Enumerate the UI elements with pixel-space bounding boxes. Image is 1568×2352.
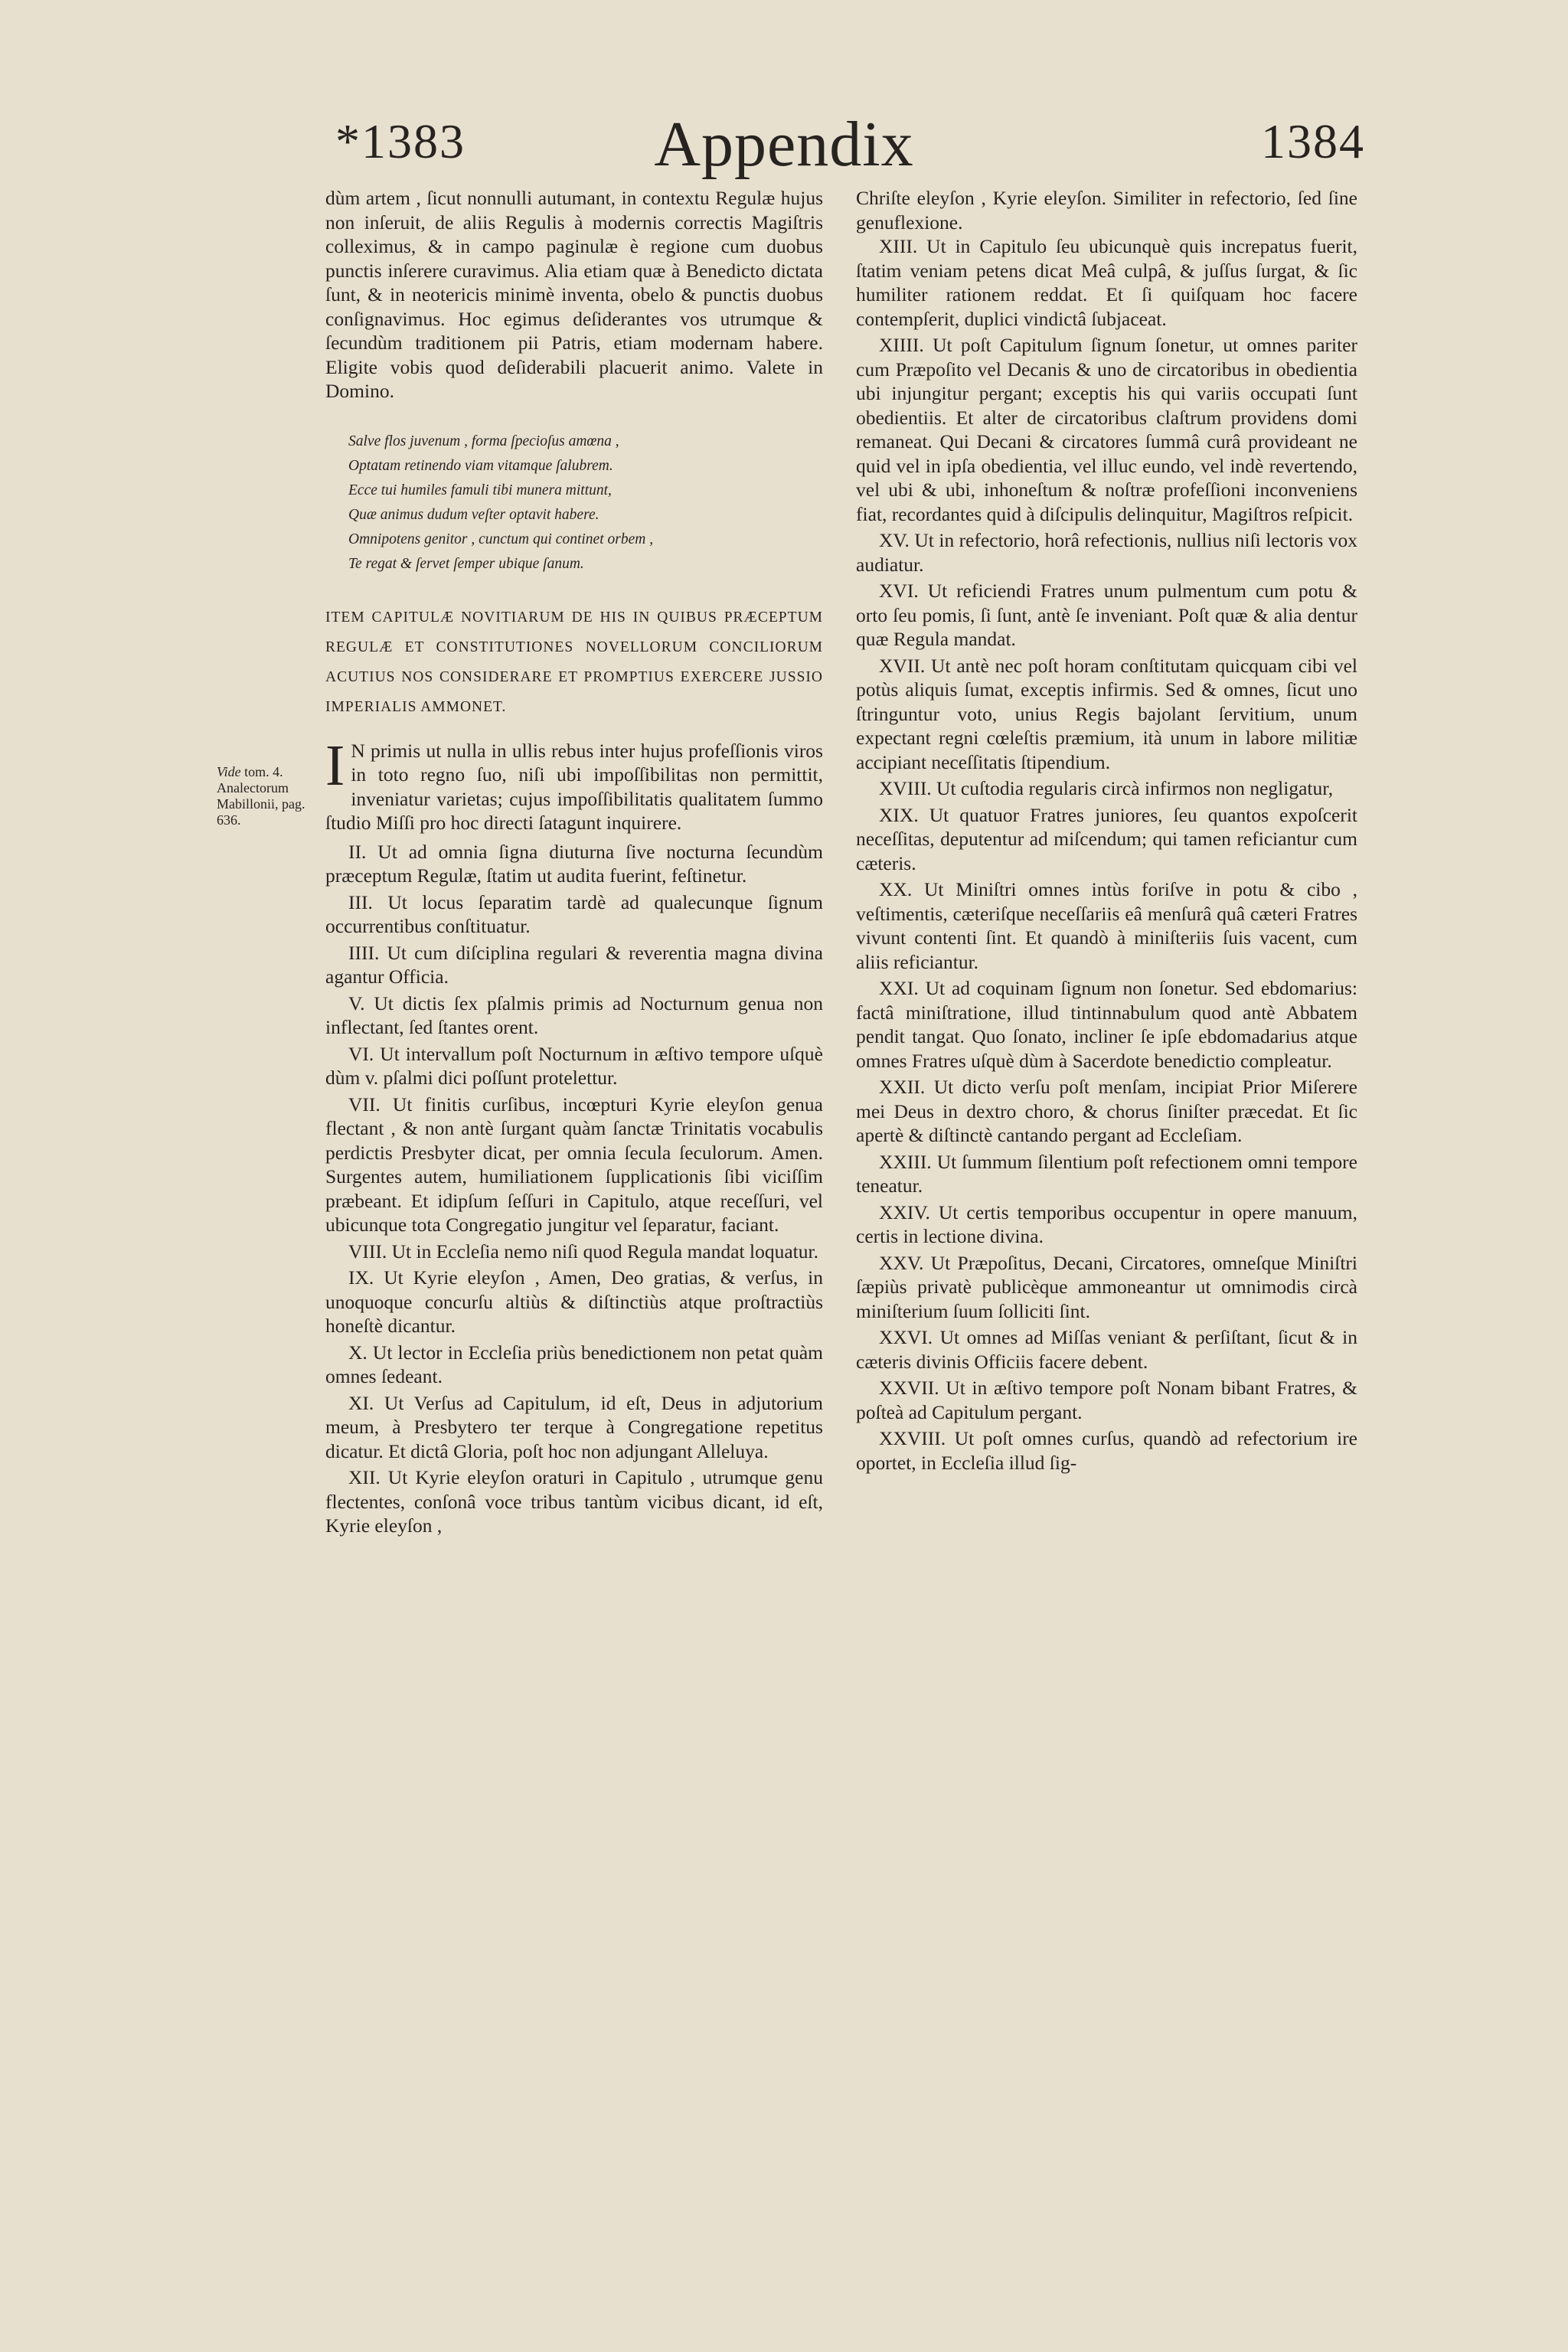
- dedication-poem: [348, 430, 823, 577]
- entry: XXIV. Ut certis temporibus occupentur in opere manuum, certis in lectione divina.: [856, 1200, 1357, 1247]
- poem-line: Ecce tui humiles famuli tibi munera mittunt,: [348, 482, 612, 498]
- entry: XXIII. Ut ſummum ſilentium poſt refectionem omni tempore teneatur.: [856, 1150, 1357, 1197]
- entry: XVII. Ut antè nec poſt horam conſtitutam quicquam cibi vel potùs aliquis ſumat, exceptis infirmis. Sed & omnes, ſicut uno ſtringuntur voto, unius Regis bajolant ſervitium, unum expectant regni cœleſtis præmium, ità unum in labore militiæ accipiant neceſſitatis ſtipendium.: [856, 654, 1357, 773]
- entry: III. Ut locus ſeparatim tardè ad qualecunque ſignum occurrentibus conſtituatur.: [325, 890, 823, 937]
- section-heading: ITEM CAPITULÆ NOVITIARUM DE HIS IN QUIBUS PRÆCEPTUM REGULÆ ET CONSTITUTIONES NOVELLORUM CONCILIORUM ACUTIUS NOS CONSIDERARE ET PROMPTIUS EXERCERE JUSSIO IMPERIALIS AMMONET.: [325, 609, 823, 715]
- drop-cap: I: [325, 733, 345, 798]
- right-page-number: 1384: [1261, 114, 1365, 168]
- entry: V. Ut dictis ſex pſalmis primis ad Nocturnum genua non inflectant, ſed ſtantes orent.: [325, 991, 823, 1038]
- entry: XI. Ut Verſus ad Capitulum, id eſt, Deus in adjutorium meum, à Presbytero ter terque à Congregatione repetitus dicatur. Et dictâ Gloria, poſt hoc non adjungant Alleluya.: [325, 1391, 823, 1462]
- poem-line: Omnipotens genitor , cunctum qui continet orbem ,: [348, 531, 654, 547]
- right-intro-paragraph: Chriſte eleyſon , Kyrie eleyſon. Similiter in refectorio, ſed ſine genuflexione.: [856, 187, 1357, 234]
- poem-line: Quæ animus dudum veſter optavit habere.: [348, 506, 599, 523]
- entry-1: [325, 733, 823, 835]
- entry: XXV. Ut Præpoſitus, Decani, Circatores, omneſque Miniſtri ſæpiùs privatè publicèque ammoneantur ut omnimodis circà miniſterium ſuum ſolliciti ſint.: [856, 1251, 1357, 1322]
- poem-line: Optatam retinendo viam vitamque ſalubrem.: [348, 457, 613, 474]
- left-intro-paragraph: dùm artem , ſicut nonnulli autumant, in contextu Regulæ hujus non inſeruit, de aliis Regulis à modernis correctis Magiſtris colleximus, & in campo paginulæ è regione cum duobus punctis inſerere curavimus. Alia etiam quæ à Benedicto dictata ſunt, & in neotericis minimè inventa, obelo & punctis duobus conſignavimus. Hoc egimus deſiderantes vos utrumque & ſecundùm traditionem pii Patris, etiam modernam habere. Eligite vobis quod deſiderabili placuerit animo. Valete in Domino.: [325, 187, 823, 402]
- entry: XV. Ut in refectorio, horâ refectionis, nullius niſi lectoris vox audiatur.: [856, 529, 1357, 576]
- entry: XIII. Ut in Capitulo ſeu ubicunquè quis increpatus fuerit, ſtatim veniam petens dicat Meâ culpâ, & juſſus ſurgat, & ſic humiliter rationem reddat. Et ſi quiſquam hoc facere contempſerit, duplici vindictâ ſubjaceat.: [856, 235, 1357, 330]
- entry: XX. Ut Miniſtri omnes intùs foriſve in potu & cibo , veſtimentis, cæteriſque neceſſariis eâ menſurâ quâ cæteri Fratres vivunt contenti ſint. Et quandò à miniſteriis ſuis vacent, cum aliis reficiantur.: [856, 878, 1357, 973]
- entry: XXVI. Ut omnes ad Miſſas veniant & perſiſtant, ſicut & in cæteris divinis Officiis facere debent.: [856, 1326, 1357, 1373]
- entry: VIII. Ut in Eccleſia nemo niſi quod Regula mandat loquatur.: [348, 1240, 818, 1263]
- right-column: [856, 186, 1357, 1477]
- entry: XXVIII. Ut poſt omnes curſus, quandò ad refectorium ire oportet, in Eccleſia illud ſig-: [856, 1427, 1357, 1474]
- entry: II. Ut ad omnia ſigna diuturna ſive nocturna ſecundùm præceptum Regulæ, ſtatim ut audita fuerint, feſtinetur.: [325, 840, 823, 887]
- entry: XVI. Ut reficiendi Fratres unum pulmentum cum potu & orto ſeu pomis, ſi ſunt, antè ſe inveniant. Poſt quæ & alia dentur quæ Regula mandat.: [856, 580, 1357, 650]
- entry: XII. Ut Kyrie eleyſon oraturi in Capitulo , utrumque genu flectentes, conſonâ voce tribus tantùm vicibus dicant, id eſt, Kyrie eleyſon ,: [325, 1466, 823, 1537]
- entry-1-text: N primis ut nulla in ullis rebus inter hujus profeſſionis viros in toto regno ſuo, niſi ubi impoſſibilitas non permittit, inveniatur varietas; cujus impoſſibilitatis qualitatem ſummo ſtudio Miſſi pro hoc directi ſatagunt inquirere.: [325, 739, 823, 834]
- entry: VI. Ut intervallum poſt Nocturnum in æſtivo tempore uſquè dùm v. pſalmi dici poſſunt protelettur.: [325, 1042, 823, 1089]
- left-page-number: *1383: [335, 114, 466, 168]
- entry: X. Ut lector in Eccleſia priùs benedictionem non petat quàm omnes ſedeant.: [325, 1341, 823, 1387]
- entry: XXII. Ut dicto verſu poſt menſam, incipiat Prior Miſerere mei Deus in dextro choro, & chorus ſiniſter præcedat. Et ſic apertè & diſtinctè cantando pergant ad Eccleſiam.: [856, 1076, 1357, 1146]
- margin-note-reference: tom. 4. Analectorum Mabillonii, pag. 636.: [217, 764, 305, 828]
- left-column: [325, 186, 823, 1540]
- entry: XVIII. Ut cuſtodia regularis circà infirmos non negligatur,: [879, 777, 1334, 799]
- entry: XIX. Ut quatuor Fratres juniores, ſeu quantos expoſcerit neceſſitas, deputentur ad miſcendum; qui tamen reficiantur cum cæteris.: [856, 803, 1357, 874]
- poem-line: Te regat & ſervet ſemper ubique ſanum.: [348, 555, 584, 572]
- page-header: [0, 107, 1568, 184]
- poem-line: Salve flos juvenum , forma ſpecioſus amœna ,: [348, 433, 619, 449]
- entry: XXI. Ut ad coquinam ſignum non ſonetur. Sed ebdomarius: factâ miniſtratione, illud tintinnabulum quod antè Abbatem pendit tangat. Quo ſonato, incliner ſe ipſe ebdomadarius atque omnes Fratres uſquè dùm à Sacerdote benedictio compleatur.: [856, 977, 1357, 1072]
- margin-note-vide: Vide: [217, 764, 241, 779]
- entry: XIIII. Ut poſt Capitulum ſignum ſonetur, ut omnes pariter cum Præpoſito vel Decanis & uno de circatoribus in obedientia ubi injungitur pergant; exceptis his qui variis occupati ſunt obedientiis. Et alter de circatoribus claſtrum providens domi remaneat. Qui Decani & circatores ſummâ curâ provideant ne quid vel in ipſa obedientia, vel illuc eundo, vel indè revertendo, vel ubi & ubi, inhoneſtum & noſtræ profeſſioni inconveniens fiat, recordantes quid à diſcipulis delinquitur, Magiſtros reſpicit.: [856, 334, 1357, 525]
- entry: XXVII. Ut in æſtivo tempore poſt Nonam bibant Fratres, & poſteà ad Capitulum pergant.: [856, 1377, 1357, 1423]
- entry: IIII. Ut cum diſciplina regulari & reverentia magna divina agantur Officia.: [325, 941, 823, 988]
- entry: VII. Ut finitis curſibus, incœpturi Kyrie eleyſon genua flectant , & non antè ſurgant quàm ſanctæ Trinitatis vocabulis perdictis Presbyter dicat, per omnia ſecula ſeculorum. Amen. Surgentes autem, humiliationem ſupplicationis ſibi viciſſim præbeant. Et idipſum ſeſſuri in Capitulo, atque receſſuri, vel ubicunque tota Congregatio jungitur vel ſeparatur, faciant.: [325, 1093, 823, 1236]
- entry: IX. Ut Kyrie eleyſon , Amen, Deo gratias, & verſus, in unoquoque concurſu altiùs & diſtinctiùs atque proſtractiùs honeſtè dicantur.: [325, 1266, 823, 1337]
- margin-note: [217, 764, 316, 828]
- running-title: Appendix: [654, 109, 914, 180]
